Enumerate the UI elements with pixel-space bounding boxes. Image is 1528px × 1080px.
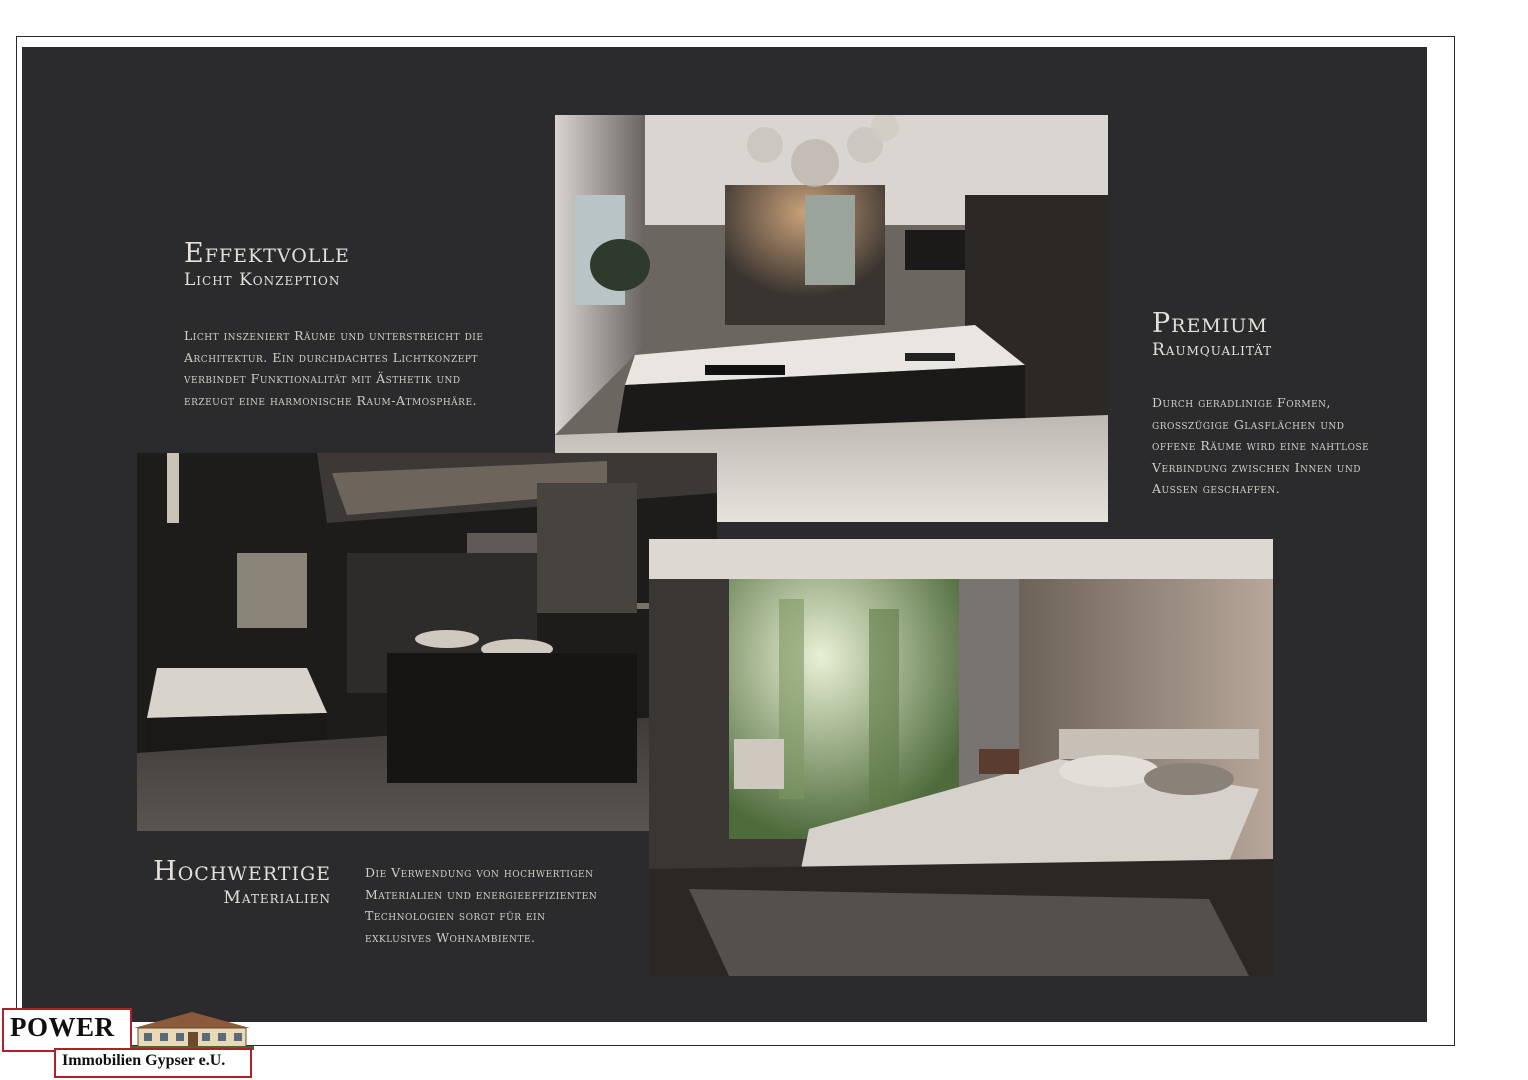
premium-title-line2: Raumqualität <box>1152 340 1273 360</box>
light-heading <box>184 239 350 291</box>
light-title-line2: Licht Konzeption <box>184 270 341 290</box>
light-text-line: verbindet Funktionalität mit Ästhetik und <box>184 371 461 386</box>
premium-text-line: Verbindung zwischen Innen und <box>1152 459 1361 475</box>
premium-title-line1: Premium <box>1152 308 1268 339</box>
light-paragraph <box>184 325 483 411</box>
premium-text-line: offene Räume wird eine nahtlose <box>1152 438 1370 453</box>
brochure-board <box>22 47 1427 1022</box>
light-title-line1: Effektvolle <box>184 238 350 269</box>
logo-brand-text: POWER <box>10 1012 115 1042</box>
materials-text-line: Technologien sorgt für ein <box>365 908 546 923</box>
materials-title-line2: Materialien <box>223 888 331 908</box>
premium-text-line: Aussen geschaffen. <box>1152 481 1281 496</box>
light-text-line: Architektur. Ein durchdachtes Lichtkonzept <box>184 349 478 365</box>
materials-title-line1: Hochwertige <box>153 856 331 887</box>
materials-paragraph <box>365 862 597 948</box>
company-logo <box>0 1004 260 1080</box>
materials-text-line: Materialien und energieeffizienten <box>365 886 598 902</box>
premium-paragraph <box>1152 392 1369 500</box>
premium-heading <box>1152 309 1272 361</box>
bedroom-photo <box>649 539 1273 976</box>
light-text-line: Licht inszeniert Räume und unterstreicht die <box>184 328 484 343</box>
logo-company-text: Immobilien Gypser e.U. <box>62 1052 226 1069</box>
premium-text-line: Durch geradlinige Formen, <box>1152 395 1331 410</box>
materials-heading <box>145 857 331 909</box>
premium-text-line: grosszügige Glasflächen und <box>1152 416 1345 432</box>
house-icon <box>130 1010 254 1050</box>
materials-text-line: Die Verwendung von hochwertigen <box>365 865 594 880</box>
bathroom-photo <box>137 453 717 831</box>
materials-text-line: exklusives Wohnambiente. <box>365 929 536 945</box>
light-text-line: erzeugt eine harmonische Raum-Atmosphäre. <box>184 392 478 408</box>
